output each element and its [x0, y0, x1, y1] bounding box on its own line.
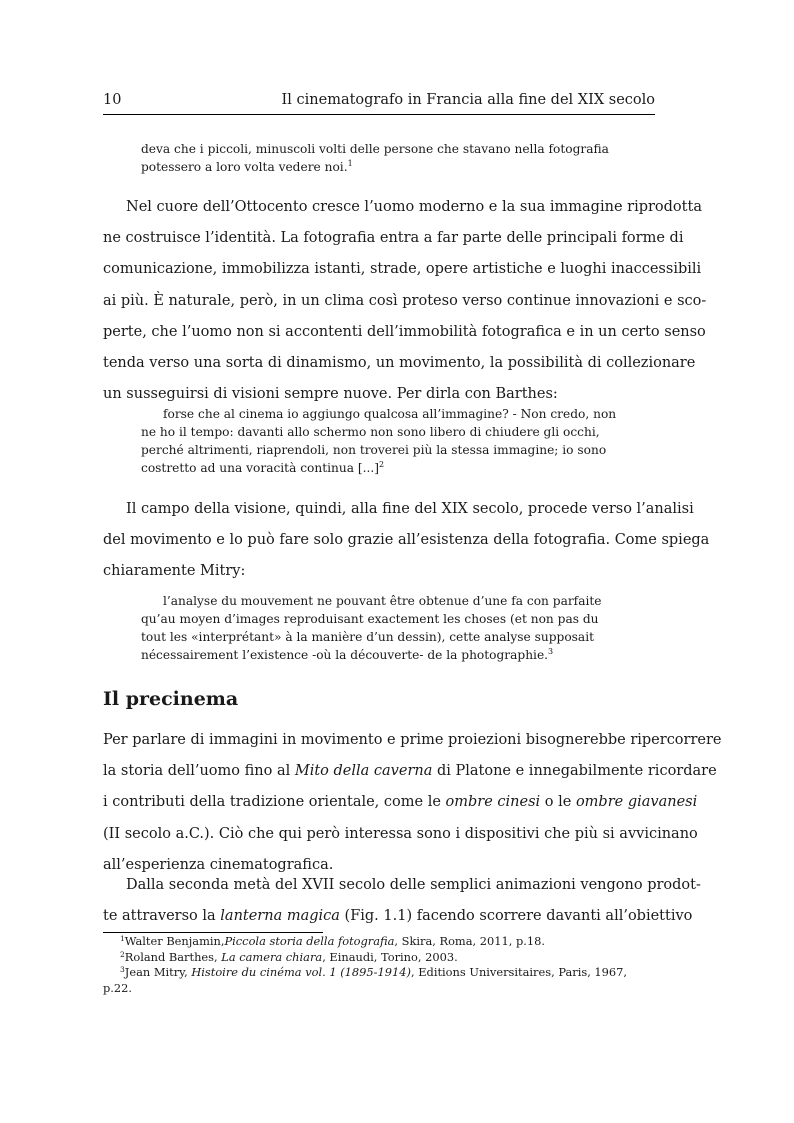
paragraph-ottocento: Nel cuore dell’Ottocento cresce l’uomo moderno e la sua immagine riprodotta ne costruisce l’identità. La fotografia entra a far parte delle principali forme di comunicazione, immobilizza istanti, strade, opere artistiche e luoghi inaccessibili ai più. È naturale, però, in un clima così proteso verso continue innovazioni e sco- perte, che l’uomo non si accontenti dell’immobilità fotografica e in un certo senso tenda verso una sorta di dinamismo, un movimento, la possibilità di collezionare un susseguirsi di visioni sempre nuove. Per dirla con Barthes: — [103, 199, 707, 403]
quote-line: deva che i piccoli, minuscoli volti delle persone che stavano nella fotografia — [141, 142, 609, 156]
footnotes — [103, 934, 655, 996]
footnote-rule — [103, 932, 323, 933]
footnote-ref: 2 — [379, 460, 385, 469]
block-quote-barthes: forse che al cinema io aggiungo qualcosa all’immagine? - Non credo, non ne ho il tempo: davanti allo schermo non sono libero di chiudere gli occhi, perché altrimenti, riaprendoli, non troverei più la stessa immagine; io sono costretto ad una voracità continua [...]$^2$ — [141, 407, 617, 475]
running-header — [103, 92, 655, 115]
quote-line: potessero a loro volta vedere noi.$^1$ — [141, 159, 353, 174]
paragraph-precinema: Per parlare di immagini in movimento e prime proiezioni bisognerebbe ripercorrere la storia dell’uomo fino al Mito della caverna di Platone e innegabilmente ricordare i contributi della tradizione orientale, come le ombre cinesi o le ombre giavanesi (II secolo a.C.). Ciò che qui però interessa sono i dispositivi che più si avvicinano all’esperienza cinematografica. — [103, 732, 722, 873]
page-number: 10 — [103, 92, 122, 108]
running-title: Il cinematografo in Francia alla fine del XIX secolo — [281, 92, 655, 108]
footnote-ref: 3 — [548, 647, 554, 656]
footnote: $^3$Jean Mitry, Histoire du cinéma vol. 1 (1895-1914), Editions Universitaires, Paris, 1967, — [120, 965, 628, 980]
footnote: $^1$Walter Benjamin,Piccola storia della fotografia, Skira, Roma, 2011, p.18. — [120, 934, 546, 948]
block-quote-mitry: l’analyse du mouvement ne pouvant être obtenue d’une fa con parfaite qu’au moyen d’images reproduisant exactement les choses (et non pas du tout les «interprétant» à la manière d’un dessin), cette analyse supposait nécessairement l’existence -où la découverte- de la photographie.$^3$ — [141, 594, 602, 662]
section-heading: Il precinema — [103, 688, 239, 710]
paragraph-lanterna: Dalla seconda metà del XVII secolo delle semplici animazioni vengono prodot- te attraverso la lanterna magica (Fig. 1.1) facendo scorrere davanti all’obiettivo — [103, 877, 701, 925]
footnote-continuation: p.22. — [103, 980, 133, 995]
footnote-ref: 1 — [347, 159, 353, 168]
footnote: $^2$Roland Barthes, La camera chiara, Einaudi, Torino, 2003. — [120, 949, 458, 964]
paragraph-visione: Il campo della visione, quindi, alla fine del XIX secolo, procede verso l’analisi del movimento e lo può fare solo grazie all’esistenza della fotografia. Come spiega chiaramente Mitry: — [103, 501, 710, 580]
block-quote-benjamin — [141, 140, 609, 176]
